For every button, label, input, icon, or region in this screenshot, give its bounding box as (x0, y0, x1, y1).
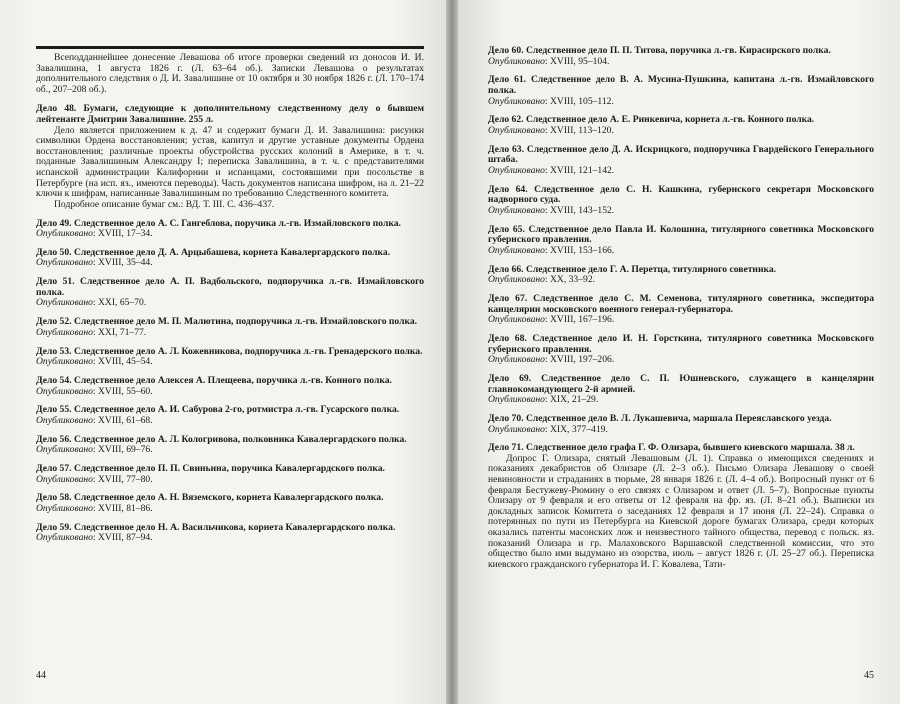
published-line (488, 275, 874, 286)
page-number: 44 (36, 670, 46, 682)
entry-title: Дело 69. Следственное дело С. П. Юшневского, служащего в канцелярии главнокомандующего 2-й армией. (488, 372, 874, 395)
entry (36, 493, 424, 514)
entry-title: Дело 64. Следственное дело С. Н. Кашкина, губернского секретаря Московского надворного суда. (488, 183, 874, 206)
published-label: Опубликовано (488, 164, 545, 176)
published-line (488, 206, 874, 217)
page-number: 45 (864, 670, 874, 682)
published-value: : XVIII, 81–86. (92, 503, 153, 515)
published-value: : XIX, 377–419. (544, 423, 608, 435)
published-label: Опубликовано (36, 297, 93, 309)
published-line (488, 425, 874, 436)
entry (488, 46, 874, 67)
published-line (488, 97, 874, 108)
published-label: Опубликовано (36, 473, 93, 485)
published-value: : XVIII, 95–104. (544, 55, 610, 67)
published-value: : XVIII, 35–44. (92, 257, 153, 269)
published-line (36, 229, 424, 240)
published-value: : XVIII, 69–76. (92, 444, 153, 456)
published-line (36, 445, 424, 456)
published-label: Опубликовано (36, 356, 93, 368)
published-line (488, 246, 874, 257)
entry (488, 185, 874, 217)
published-line (36, 475, 424, 486)
published-line (36, 533, 424, 544)
entry-title: Дело 65. Следственное дело Павла И. Колошина, титулярного советника Московского губернского правления. (488, 223, 874, 246)
published-line (488, 395, 874, 406)
published-line (36, 258, 424, 269)
entry (36, 405, 424, 426)
published-label: Опубликовано (36, 326, 93, 338)
right-entries-list (488, 46, 874, 435)
book-gutter (446, 0, 458, 704)
published-label: Опубликовано (36, 444, 93, 456)
entry-title: Дело 51. Следственное дело А. П. Вадбольского, подпоручика л.-гв. Измайловского полка. (36, 276, 424, 298)
published-label: Опубликовано (488, 394, 545, 406)
entry-title: Дело 59. Следственное дело Н. А. Васильчикова, корнета Кавалергардского полка. (36, 521, 396, 533)
published-line (36, 357, 424, 368)
left-page (0, 0, 446, 704)
published-label: Опубликовано (36, 414, 93, 426)
entry-48 (36, 104, 424, 210)
entry-detail: Подробное описание бумаг см.: ВД. Т. III. С. 436–437. (54, 198, 275, 210)
entry-title: Дело 48. Бумаги, следующие к дополнительному следственному делу о бывшем лейтенанте Дмитрии Завалишине. 255 л. (36, 103, 424, 125)
entry (488, 75, 874, 107)
entry-title: Дело 68. Следственное дело И. Н. Горсткина, титулярного советника Московского губернского правления. (488, 332, 874, 355)
entry (488, 374, 874, 406)
entry (36, 464, 424, 485)
published-value: : XVIII, 55–60. (92, 385, 153, 397)
published-line (36, 504, 424, 515)
published-label: Опубликовано (488, 354, 545, 366)
published-label: Опубликовано (36, 532, 93, 544)
entry (36, 347, 424, 368)
published-label: Опубликовано (488, 204, 545, 216)
published-label: Опубликовано (488, 124, 545, 136)
published-value: : XXI, 65–70. (92, 297, 147, 309)
published-label: Опубликовано (488, 244, 545, 256)
published-value: : XVIII, 105–112. (544, 95, 614, 107)
entry (36, 317, 424, 338)
entry (36, 376, 424, 397)
published-line (36, 387, 424, 398)
entry (36, 435, 424, 456)
published-line (488, 315, 874, 326)
entry-title: Дело 50. Следственное дело Д. А. Арцыбашева, корнета Кавалергардского полка. (36, 246, 391, 258)
published-label: Опубликовано (36, 228, 93, 240)
entry (488, 145, 874, 177)
entry-title: Дело 71. Следственное дело графа Г. Ф. Олизара, бывшего киевского маршала. 38 л. (488, 442, 855, 454)
published-line (36, 328, 424, 339)
entry-description: Допрос Г. Олизара, снятый Левашовым (Л. 1). Справка о имеющихся сведениях и показаниях декабристов об Олизаре (Л. 2–3 об.). Письмо Олизара Левашову о своей невиновности и страданиях в тюрьме, 28 января 1826 г. (Л. 4–4 об.). Вопросный пункт от 6 февраля Бестужеву-Рюмину о его связях с Олизаром и ответ (Л. 5–7). Вопросные пункты Олизару от 9 февраля и его ответы от 12 февраля на фр. яз. (Л. 8–21 об.). Выписки из докладных записок Комитета о заседаниях 12 февраля и 17 июня (Л. 22–24). Справка о потерянных по пути из Петербурга на Киевской дороге бумагах Олизара, среди которых оказались патенты масонских лож и неизвестного тайного общества, перевод с польск. яз. показаний Олизара и гр. Малаховского Варшавской следственной комиссии, что это общество было ими выдумано из озорства, июль – август 1826 г. (Л. 25–27 об.). Переписка киевского гражданского губернатора И. Г. Ковалева, Тати- (488, 452, 874, 570)
entry (488, 334, 874, 366)
published-label: Опубликовано (36, 385, 93, 397)
intro-paragraph: Всеподданнейшее донесение Левашова об итоге проверки сведений из доносов И. И. Завалишина, 1 августа 1826 г. (Л. 63–64 об.). Записки Левашова о результатах дополнительного следствия о Д. И. Завалишине от 10 октября и 30 ноября 1826 г. (Л. 170–174 об., 207–208 об.). (36, 52, 424, 95)
left-entries-list (36, 219, 424, 545)
published-label: Опубликовано (36, 503, 93, 515)
entry (36, 248, 424, 269)
published-line (36, 298, 424, 309)
published-value: : XVIII, 17–34. (92, 228, 153, 240)
published-value: : XVIII, 153–166. (544, 244, 615, 256)
entry-title: Дело 58. Следственное дело А. Н. Вяземского, корнета Кавалергардского полка. (36, 492, 384, 504)
entry (36, 277, 424, 309)
published-value: : XVIII, 121–142. (544, 164, 615, 176)
published-value: : XVIII, 113–120. (544, 124, 614, 136)
published-value: : XVIII, 87–94. (92, 532, 153, 544)
entry-71 (488, 443, 874, 570)
published-line (488, 126, 874, 137)
published-label: Опубликовано (488, 423, 545, 435)
entry-title: Дело 62. Следственное дело А. Е. Ринкевича, корнета л.-гв. Конного полка. (488, 114, 815, 126)
entry-title: Дело 56. Следственное дело А. Л. Кологривова, полковника Кавалергардского полка. (36, 433, 407, 445)
entry-title: Дело 52. Следственное дело М. П. Малютина, подпоручика л.-гв. Измайловского полка. (36, 316, 418, 328)
entry (488, 225, 874, 257)
entry-title: Дело 57. Следственное дело П. П. Свиньина, поручика Кавалергардского полка. (36, 463, 385, 475)
published-value: : XX, 33–92. (544, 274, 596, 286)
published-line (36, 416, 424, 427)
entry (488, 414, 874, 435)
entry-title: Дело 53. Следственное дело А. Л. Кожевникова, подпоручика л.-гв. Гренадерского полка. (36, 345, 423, 357)
published-label: Опубликовано (488, 274, 545, 286)
entry-title: Дело 55. Следственное дело А. И. Сабурова 2-го, ротмистра л.-гв. Гусарского полка. (36, 404, 400, 416)
published-value: : XVIII, 45–54. (92, 356, 153, 368)
published-value: : XVIII, 77–80. (92, 473, 153, 485)
entry-title: Дело 70. Следственное дело В. Л. Лукашевича, маршала Переяславского уезда. (488, 412, 832, 424)
entry (488, 265, 874, 286)
published-value: : XIX, 21–29. (544, 394, 599, 406)
published-value: : XXI, 71–77. (92, 326, 147, 338)
entry-title: Дело 54. Следственное дело Алексея А. Плещеева, поручика л.-гв. Конного полка. (36, 374, 392, 386)
published-line (488, 355, 874, 366)
entry-title: Дело 49. Следственное дело А. С. Гангеблова, поручика л.-гв. Измайловского полка. (36, 217, 401, 229)
entry-description: Дело является приложением к д. 47 и содержит бумаги Д. И. Завалишина: рисунки символики Ордена восстановления; устав, капитул и другие уставные документы Ордена восстановления; различные проекты обустройства русских колоний в Америке, в т. ч. поданные Завалишиным Александру I; переписка Завалишина, в т. ч. с представителями испанской администрации Калифорнии и испанцами, состоявшими при посольстве в Петербурге (на исп. яз., имеются переводы). Часть документов написана шифром, на л. 21–22 ключи к шифрам, написанные Завалишиным по требованию Следственного комитета. (36, 124, 424, 200)
entry-title: Дело 60. Следственное дело П. П. Титова, поручика л.-гв. Кирасирского полка. (488, 45, 831, 56)
published-value: : XVIII, 61–68. (92, 414, 153, 426)
published-label: Опубликовано (488, 95, 545, 107)
entry-title: Дело 67. Следственное дело С. М. Семенова, титулярного советника, экспедитора канцелярии московского военного генерал-губернатора. (488, 293, 874, 315)
published-value: : XVIII, 143–152. (544, 204, 615, 216)
published-value: : XVIII, 167–196. (544, 314, 615, 326)
entry (488, 115, 874, 136)
entry (36, 219, 424, 240)
published-label: Опубликовано (488, 314, 545, 326)
entry (488, 294, 874, 326)
published-line (488, 57, 874, 68)
entry-title: Дело 63. Следственное дело Д. А. Искрицкого, подпоручика Гвардейского Генерального штаба. (488, 143, 874, 166)
published-label: Опубликовано (36, 257, 93, 269)
published-label: Опубликовано (488, 55, 545, 67)
entry-title: Дело 66. Следственное дело Г. А. Перетца, титулярного советника. (488, 263, 777, 275)
entry (36, 523, 424, 544)
published-value: : XVIII, 197–206. (544, 354, 615, 366)
entry-title: Дело 61. Следственное дело В. А. Мусина-Пушкина, капитана л.-гв. Измайловского полка. (488, 74, 874, 96)
header-rule (36, 46, 424, 49)
published-line (488, 166, 874, 177)
right-page (458, 0, 900, 704)
